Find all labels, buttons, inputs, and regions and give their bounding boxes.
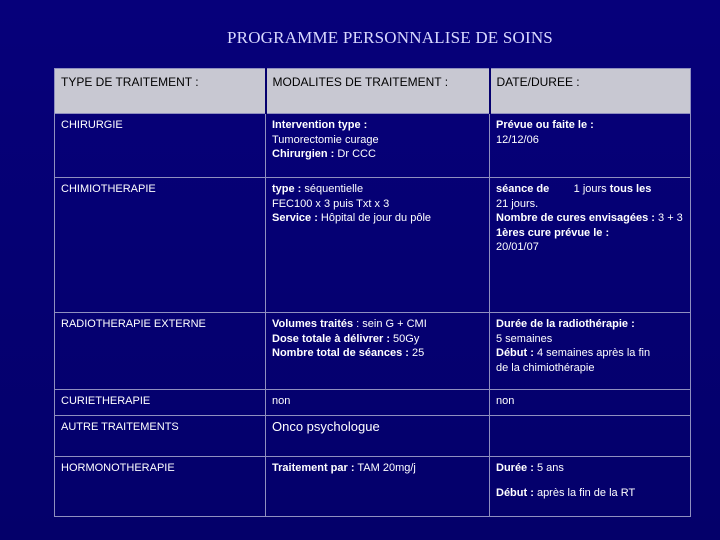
table-header-row bbox=[55, 69, 691, 114]
label: Volumes traités bbox=[272, 318, 354, 330]
row-chimiotherapie bbox=[55, 178, 691, 313]
label: Chirurgien : bbox=[272, 148, 335, 160]
row-chirurgie bbox=[55, 114, 691, 178]
header-type: TYPE DE TRAITEMENT : bbox=[55, 69, 266, 114]
label: Traitement par : bbox=[272, 462, 355, 474]
type-cell: CHIMIOTHERAPIE bbox=[55, 178, 266, 313]
page-title: PROGRAMME PERSONNALISE DE SOINS bbox=[227, 28, 553, 47]
label: Dose totale à délivrer : bbox=[272, 332, 390, 345]
value: 20/01/07 bbox=[496, 241, 539, 253]
type-cell: RADIOTHERAPIE EXTERNE bbox=[55, 313, 266, 390]
header-modalites: MODALITES DE TRAITEMENT : bbox=[266, 69, 490, 114]
type-cell: AUTRE TRAITEMENTS bbox=[55, 416, 266, 457]
value: 5 semaines bbox=[496, 332, 553, 345]
row-radiotherapie bbox=[55, 313, 691, 390]
row-curietherapie bbox=[55, 390, 691, 416]
label: Début : bbox=[496, 347, 534, 359]
date-cell: non bbox=[490, 390, 691, 416]
label: 1ères cure prévue le : bbox=[496, 226, 610, 239]
value: séquentielle bbox=[301, 183, 364, 195]
date-cell bbox=[490, 114, 691, 178]
modalites-cell bbox=[266, 313, 490, 390]
label: Début : bbox=[496, 486, 534, 499]
label: Durée : bbox=[496, 462, 534, 474]
label: type : bbox=[272, 183, 302, 195]
date-cell bbox=[490, 178, 691, 313]
label: Nombre de cures envisagées : bbox=[496, 212, 655, 224]
row-hormonotherapie bbox=[55, 457, 691, 517]
row-autre-traitements bbox=[55, 416, 691, 457]
value: 12/12/06 bbox=[496, 133, 539, 146]
modalites-cell bbox=[266, 114, 490, 178]
value: 50Gy bbox=[390, 332, 420, 345]
label: Durée de la radiothérapie : bbox=[496, 318, 635, 330]
value: FEC100 x 3 puis Txt x 3 bbox=[272, 197, 390, 210]
date-cell bbox=[490, 457, 691, 517]
date-cell bbox=[490, 416, 691, 457]
modalites-cell: non bbox=[266, 390, 490, 416]
value: après la fin de la RT bbox=[533, 486, 636, 499]
value: 3 + 3 bbox=[654, 212, 683, 224]
date-cell bbox=[490, 313, 691, 390]
value: Hôpital de jour du pôle bbox=[317, 212, 432, 224]
value: 1 jours bbox=[573, 183, 607, 195]
value: TAM 20mg/j bbox=[354, 462, 416, 474]
value: de la chimiothérapie bbox=[496, 361, 595, 374]
header-date: DATE/DUREE : bbox=[490, 69, 691, 114]
care-program-table bbox=[54, 68, 691, 517]
label: Service : bbox=[272, 212, 318, 224]
modalites-cell bbox=[266, 457, 490, 517]
value: Dr CCC bbox=[334, 148, 376, 160]
label: tous les bbox=[606, 183, 652, 195]
value: Tumorectomie curage bbox=[272, 133, 379, 146]
label: séance de bbox=[496, 183, 550, 195]
value: 25 bbox=[408, 347, 425, 359]
label: Intervention type : bbox=[272, 119, 368, 131]
type-cell: CURIETHERAPIE bbox=[55, 390, 266, 416]
label: Prévue ou faite le : bbox=[496, 119, 594, 131]
value: 21 jours. bbox=[496, 197, 539, 210]
value: 5 ans bbox=[533, 462, 564, 474]
modalites-cell: Onco psychologue bbox=[266, 416, 490, 457]
type-cell: HORMONOTHERAPIE bbox=[55, 457, 266, 517]
type-cell: CHIRURGIE bbox=[55, 114, 266, 178]
label: Nombre total de séances : bbox=[272, 347, 409, 359]
value: 4 semaines après la fin bbox=[533, 347, 651, 359]
modalites-cell bbox=[266, 178, 490, 313]
value: : sein G + CMI bbox=[353, 318, 427, 330]
